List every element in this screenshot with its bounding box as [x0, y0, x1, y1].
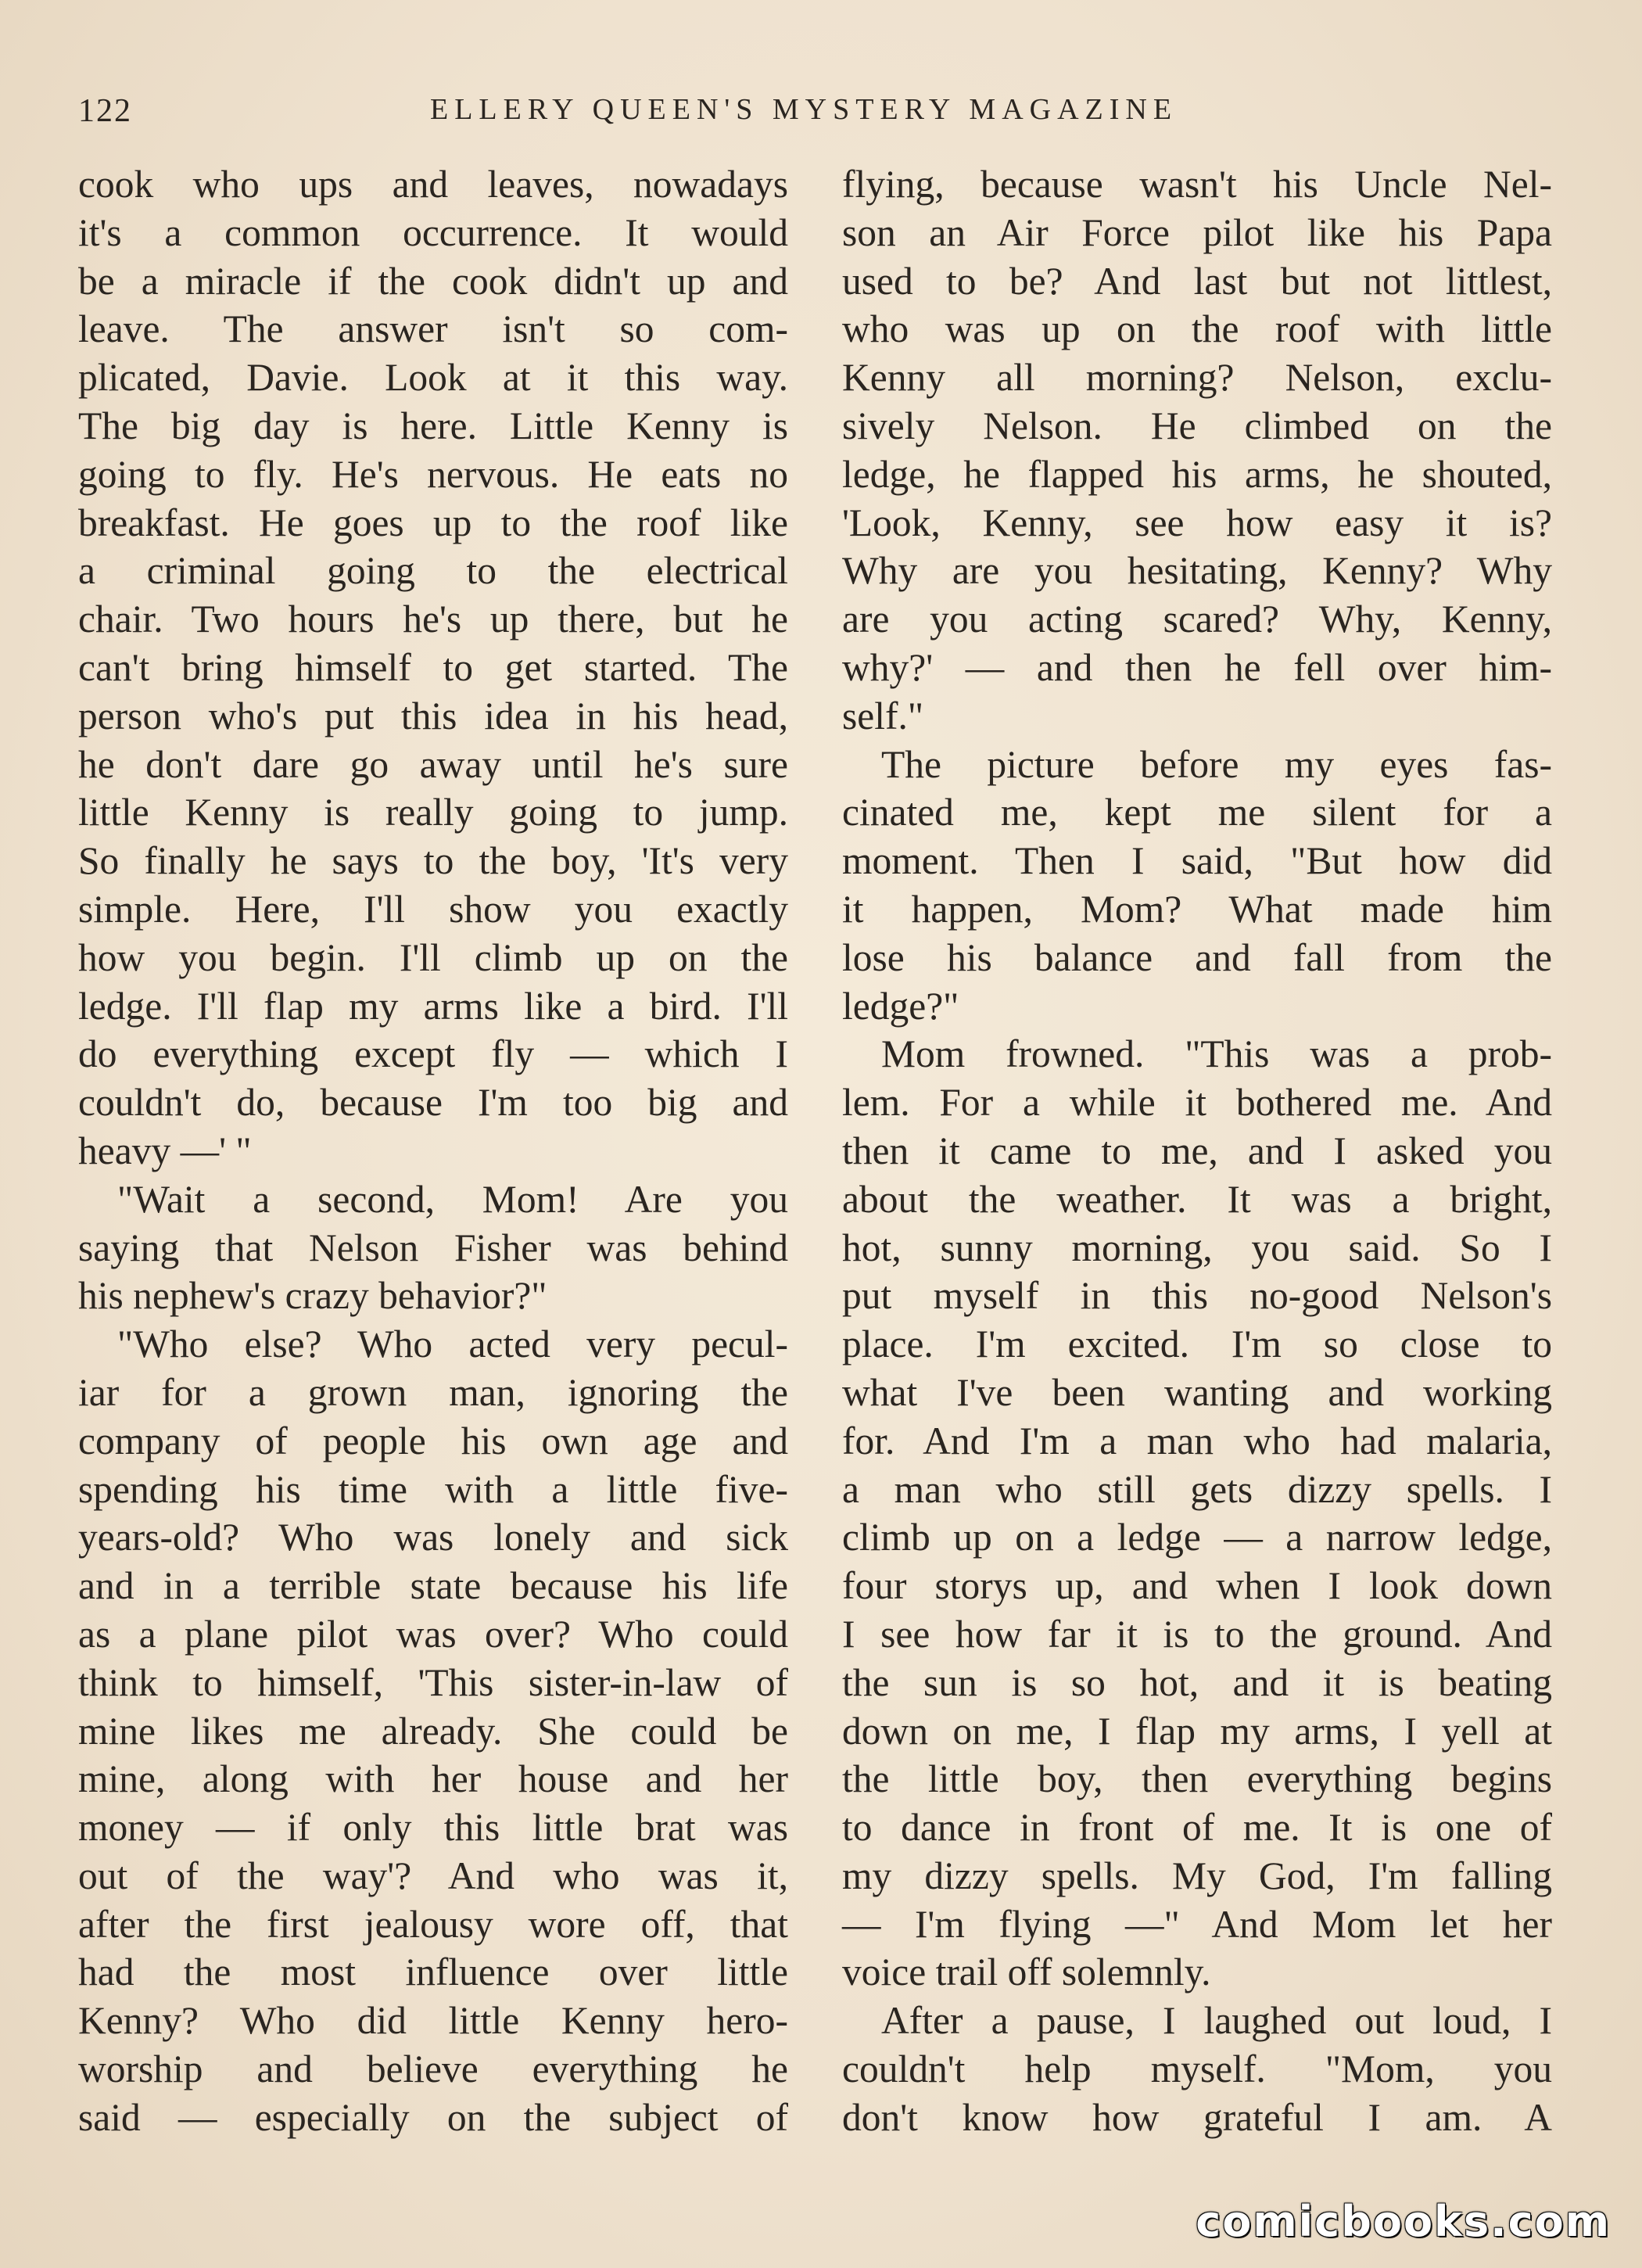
text-line: a criminal going to the electrical — [78, 549, 788, 593]
text-line: simple. Here, I'll show you exactly — [78, 887, 788, 931]
text-line: — I'm flying —" And Mom let her — [842, 1902, 1552, 1946]
text-line: Why are you hesitating, Kenny? Why — [842, 549, 1552, 593]
text-line: do everything except fly — which I — [78, 1032, 788, 1076]
text-line: mine, along with her house and her — [78, 1757, 788, 1801]
text-line: Mom frowned. "This was a prob- — [881, 1032, 1552, 1076]
text-line: son an Air Force pilot like his Papa — [842, 210, 1552, 254]
text-column-left — [78, 160, 788, 2142]
text-line: heavy —' " — [78, 1129, 252, 1172]
text-line: don't know how grateful I am. A — [842, 2095, 1552, 2139]
text-line: ledge?" — [842, 984, 959, 1028]
text-line: sively Nelson. He climbed on the — [842, 404, 1552, 447]
text-line: his nephew's crazy behavior?" — [78, 1274, 547, 1318]
page-header — [78, 92, 1564, 139]
text-line: Kenny all morning? Nelson, exclu- — [842, 356, 1552, 400]
text-line: mine likes me already. She could be — [78, 1709, 788, 1753]
text-line: 'Look, Kenny, see how easy it is? — [842, 501, 1552, 544]
text-line: my dizzy spells. My God, I'm falling — [842, 1854, 1552, 1897]
text-line: The big day is here. Little Kenny is — [78, 404, 788, 447]
text-line: had the most influence over little — [78, 1950, 788, 1994]
text-line: put myself in this no-good Nelson's — [842, 1274, 1552, 1318]
text-line: worship and believe everything he — [78, 2047, 788, 2091]
text-line: why?' — and then he fell over him- — [842, 645, 1552, 689]
text-line: cinated me, kept me silent for a — [842, 791, 1552, 834]
text-line: and in a terrible state because his life — [78, 1564, 788, 1608]
text-line: it happen, Mom? What made him — [842, 887, 1552, 931]
text-line: I see how far it is to the ground. And — [842, 1612, 1552, 1656]
text-line: self." — [842, 694, 924, 737]
text-line: After a pause, I laughed out loud, I — [881, 1999, 1552, 2043]
text-line: "Who else? Who acted very pecul- — [117, 1322, 788, 1366]
text-line: he don't dare go away until he's sure — [78, 742, 788, 786]
text-line: be a miracle if the cook didn't up and — [78, 259, 788, 303]
text-line: used to be? And last but not littlest, — [842, 259, 1552, 303]
text-line: couldn't help myself. "Mom, you — [842, 2047, 1552, 2091]
text-line: place. I'm excited. I'm so close to — [842, 1322, 1552, 1366]
text-line: it's a common occurrence. It would — [78, 210, 788, 254]
text-line: moment. Then I said, "But how did — [842, 839, 1552, 883]
text-line: iar for a grown man, ignoring the — [78, 1370, 788, 1414]
text-line: saying that Nelson Fisher was behind — [78, 1226, 788, 1269]
text-line: are you acting scared? Why, Kenny, — [842, 598, 1552, 641]
running-head: ELLERY QUEEN'S MYSTERY MAGAZINE — [430, 93, 1178, 126]
site-watermark: comicbooks.com — [1196, 2197, 1611, 2246]
text-line: lem. For a while it bothered me. And — [842, 1081, 1552, 1125]
text-line: voice trail off solemnly. — [842, 1950, 1211, 1994]
text-line: for. And I'm a man who had malaria, — [842, 1419, 1552, 1462]
text-line: four storys up, and when I look down — [842, 1564, 1552, 1608]
text-line: the sun is so hot, and it is beating — [842, 1660, 1552, 1704]
text-line: who was up on the roof with little — [842, 307, 1552, 351]
text-line: ledge, he flapped his arms, he shouted, — [842, 452, 1552, 496]
text-line: out of the way'? And who was it, — [78, 1854, 788, 1897]
text-line: cook who ups and leaves, nowadays — [78, 163, 788, 206]
text-line: flying, because wasn't his Uncle Nel- — [842, 163, 1552, 206]
text-line: ledge. I'll flap my arms like a bird. I'll — [78, 984, 788, 1028]
text-line: spending his time with a little five- — [78, 1467, 788, 1511]
text-line: as a plane pilot was over? Who could — [78, 1612, 788, 1656]
text-line: "Wait a second, Mom! Are you — [117, 1177, 788, 1221]
text-line: think to himself, 'This sister-in-law of — [78, 1660, 788, 1704]
text-line: what I've been wanting and working — [842, 1370, 1552, 1414]
text-line: little Kenny is really going to jump. — [78, 791, 788, 834]
text-column-right — [842, 160, 1552, 2142]
text-line: leave. The answer isn't so com- — [78, 307, 788, 351]
text-line: said — especially on the subject of — [78, 2095, 788, 2139]
text-line: hot, sunny morning, you said. So I — [842, 1226, 1552, 1269]
text-line: to dance in front of me. It is one of — [842, 1806, 1552, 1850]
text-line: about the weather. It was a bright, — [842, 1177, 1552, 1221]
text-line: how you begin. I'll climb up on the — [78, 935, 788, 979]
text-line: lose his balance and fall from the — [842, 935, 1552, 979]
text-line: Kenny? Who did little Kenny hero- — [78, 1999, 788, 2043]
text-line: breakfast. He goes up to the roof like — [78, 501, 788, 544]
text-line: after the first jealousy wore off, that — [78, 1902, 788, 1946]
text-line: years-old? Who was lonely and sick — [78, 1516, 788, 1559]
text-line: couldn't do, because I'm too big and — [78, 1081, 788, 1125]
text-line: The picture before my eyes fas- — [881, 742, 1552, 786]
text-line: chair. Two hours he's up there, but he — [78, 598, 788, 641]
text-line: going to fly. He's nervous. He eats no — [78, 452, 788, 496]
text-line: down on me, I flap my arms, I yell at — [842, 1709, 1552, 1753]
page-number: 122 — [78, 93, 132, 129]
text-line: money — if only this little brat was — [78, 1806, 788, 1850]
text-line: plicated, Davie. Look at it this way. — [78, 356, 788, 400]
text-line: person who's put this idea in his head, — [78, 694, 788, 737]
text-line: climb up on a ledge — a narrow ledge, — [842, 1516, 1552, 1559]
text-line: a man who still gets dizzy spells. I — [842, 1467, 1552, 1511]
text-line: So finally he says to the boy, 'It's very — [78, 839, 788, 883]
text-line: company of people his own age and — [78, 1419, 788, 1462]
text-line: can't bring himself to get started. The — [78, 645, 788, 689]
text-line: the little boy, then everything begins — [842, 1757, 1552, 1801]
text-line: then it came to me, and I asked you — [842, 1129, 1552, 1172]
